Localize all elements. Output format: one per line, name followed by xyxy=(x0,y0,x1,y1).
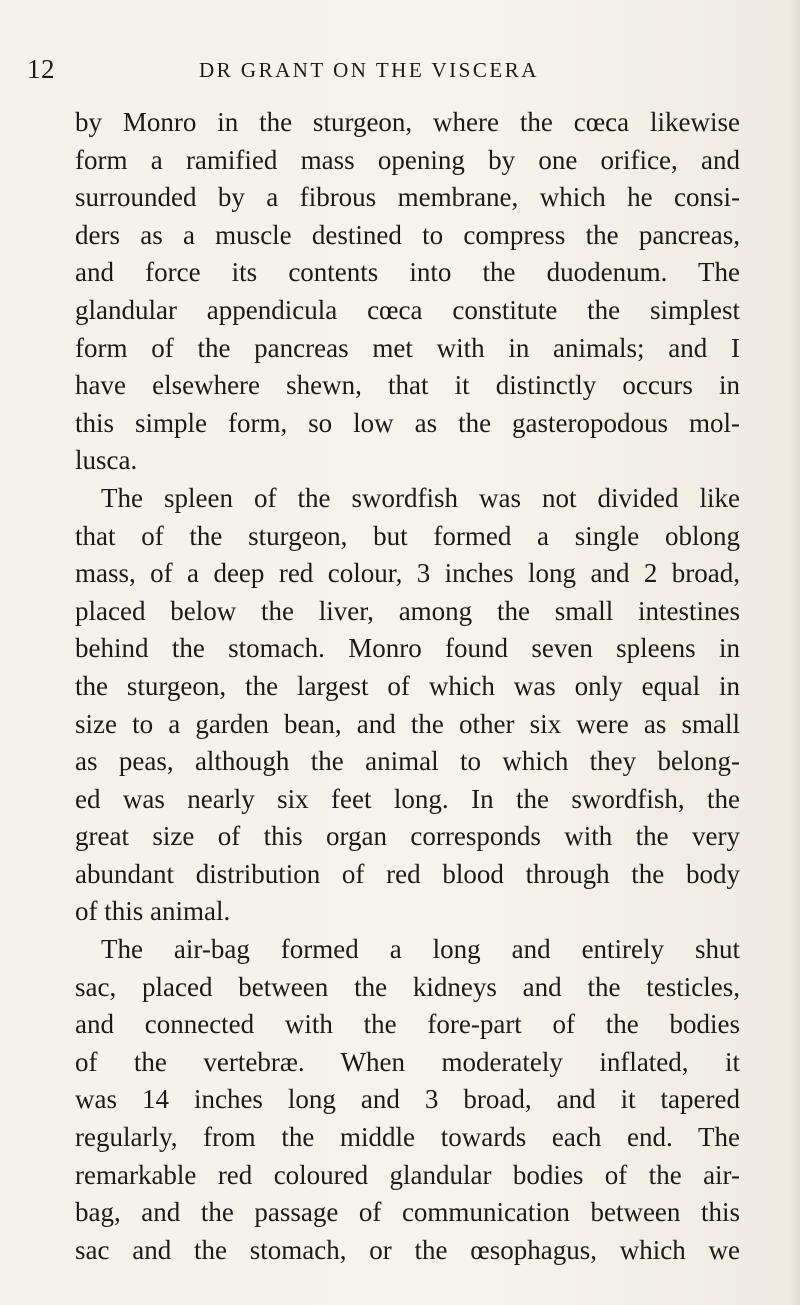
paragraph-first-line: The spleen of the swordfish was not divided like xyxy=(101,482,740,513)
text-line: was 14 inches long and 3 broad, and it tapered xyxy=(75,1084,740,1115)
text-line: of the vertebræ. When moderately inflated, it xyxy=(75,1046,740,1077)
running-head: DR GRANT ON THE VISCERA xyxy=(199,58,539,82)
text-line: form of the pancreas met with in animals; and I xyxy=(75,332,740,363)
text-line: regularly, from the middle towards each end. The xyxy=(75,1122,740,1153)
text-line: behind the stomach. Monro found seven spleens in xyxy=(75,633,740,664)
text-line: by Monro in the sturgeon, where the cœca likewise xyxy=(75,107,740,137)
text-line: as peas, although the animal to which they belong- xyxy=(75,746,740,777)
text-line: remarkable red coloured glandular bodies of the air- xyxy=(75,1159,740,1190)
paragraph-first-line: The air-bag formed a long and entirely shut xyxy=(101,934,740,965)
text-line: have elsewhere shewn, that it distinctly occurs in xyxy=(75,370,740,401)
body-text xyxy=(75,104,740,1269)
text-line: the sturgeon, the largest of which was only equal in xyxy=(75,670,740,701)
text-line: this simple form, so low as the gasteropodous mol- xyxy=(75,407,740,438)
text-line: of this animal. xyxy=(75,896,231,927)
text-line: sac and the stomach, or the œsophagus, which we xyxy=(75,1234,740,1265)
text-line: sac, placed between the kidneys and the testicles, xyxy=(75,971,740,1002)
text-line: and force its contents into the duodenum. The xyxy=(75,257,740,288)
page-edge-shadow xyxy=(790,0,800,1305)
page-number: 12 xyxy=(27,54,55,84)
page-header xyxy=(0,56,800,96)
text-line: mass, of a deep red colour, 3 inches long and 2 broad, xyxy=(75,558,740,589)
text-line: great size of this organ corresponds with the very xyxy=(75,821,740,852)
text-line: bag, and the passage of communication between this xyxy=(75,1197,740,1228)
text-line: ed was nearly six feet long. In the swordfish, the xyxy=(75,783,740,814)
text-line: lusca. xyxy=(75,445,138,476)
text-line: ders as a muscle destined to compress the pancreas, xyxy=(75,219,740,250)
text-line: and connected with the fore-part of the bodies xyxy=(75,1009,740,1040)
text-line: size to a garden bean, and the other six were as small xyxy=(75,708,740,739)
text-line: that of the sturgeon, but formed a single oblong xyxy=(75,520,740,551)
text-line: surrounded by a fibrous membrane, which he consi- xyxy=(75,182,740,213)
text-line: placed below the liver, among the small intestines xyxy=(75,595,740,626)
text-line: form a ramified mass opening by one orifice, and xyxy=(75,144,740,175)
text-line: glandular appendicula cœca constitute the simplest xyxy=(75,294,740,325)
text-line: abundant distribution of red blood through the body xyxy=(75,858,740,889)
